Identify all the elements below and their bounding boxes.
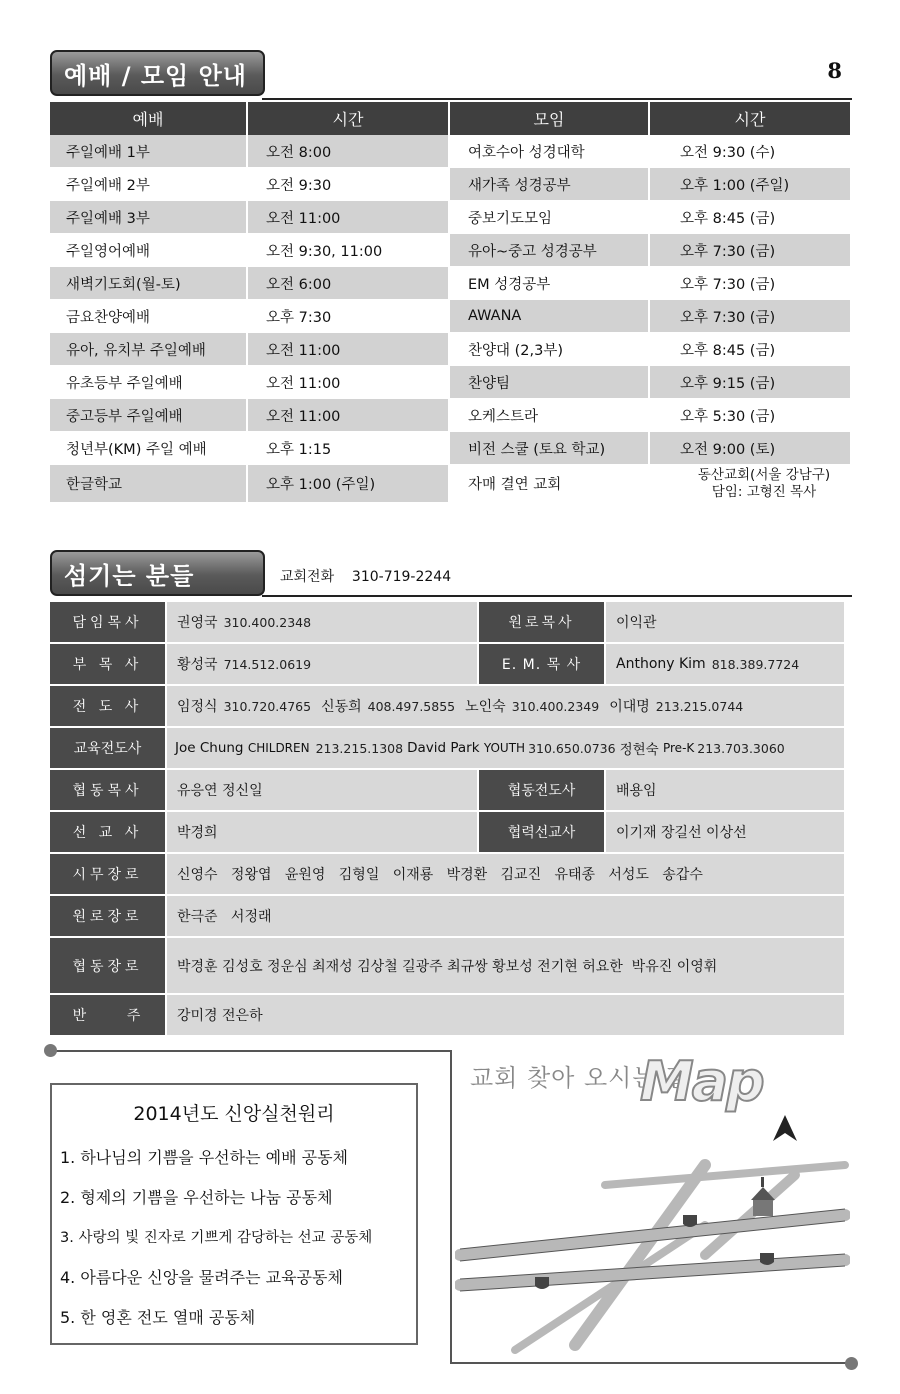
map-word: Map <box>640 1050 763 1113</box>
meeting-name: 찬양대 (2,3부) <box>450 333 650 365</box>
meeting-time: 오후 8:45 (금) <box>650 201 852 233</box>
map-title: 교회 찾아 오시는 길 <box>470 1064 690 1092</box>
coop-pastor-label: 협동목사 <box>50 770 165 810</box>
church-phone-number: 310-719-2244 <box>351 569 452 585</box>
emeritus-elders-label: 원로장로 <box>50 896 165 936</box>
accompanist-value: 강미경 전은하 <box>167 995 844 1035</box>
table-row <box>50 728 844 768</box>
phone-number: 213.215.0744 <box>655 698 744 714</box>
freeway-shield-icon <box>760 1253 774 1265</box>
meeting-name: 비전 스쿨 (토요 학교) <box>450 432 650 464</box>
meeting-time: 오후 9:15 (금) <box>650 366 852 398</box>
person-name: Joe Chung <box>175 740 244 756</box>
person-name: 신동희 <box>321 699 362 715</box>
coop-elders-value: 박경훈 김성호 정운심 최재성 김상철 길광주 최규쌍 황보성 전기현 허요한 박유진 이영휘 <box>167 938 844 993</box>
sister-church-label: 자매 결연 교회 <box>450 465 650 502</box>
active-elders-value: 신영수 정왕엽 윤원영 김형일 이재룡 박경환 김교진 유태종 서성도 송갑수 <box>167 854 844 894</box>
coop-evangelist-value: 배용임 <box>606 770 844 810</box>
person-name: 정현숙 <box>619 742 659 758</box>
coop-missionary-label: 협력선교사 <box>479 812 604 852</box>
worship-name: 주일예배 3부 <box>50 201 248 233</box>
worship-schedule-table <box>50 102 852 503</box>
table-row <box>50 602 844 642</box>
worship-time: 오전 8:00 <box>248 135 450 167</box>
table-row <box>50 465 852 503</box>
missionary-value: 박경희 <box>167 812 477 852</box>
person-name: David Park <box>407 740 480 756</box>
staff-table <box>50 602 844 1037</box>
missionary-label: 선 교 사 <box>50 812 165 852</box>
elder-pastor-value: 이익관 <box>606 602 844 642</box>
north-arrow-icon <box>773 1115 797 1141</box>
meeting-time: 오전 9:30 (수) <box>650 135 852 167</box>
faith-principles-box <box>50 1083 418 1345</box>
worship-time: 오전 9:30, 11:00 <box>248 234 450 266</box>
frame-dot <box>44 1044 57 1057</box>
meeting-time: 오후 5:30 (금) <box>650 399 852 431</box>
freeway-shield-icon <box>683 1215 697 1227</box>
table-row <box>50 267 852 300</box>
person-name: 권영국 <box>177 615 218 631</box>
phone-number: 310.650.0736 <box>528 740 616 756</box>
worship-name: 주일예배 1부 <box>50 135 248 167</box>
department: CHILDREN <box>247 741 310 755</box>
worship-section-title: 예배 / 모임 안내 <box>50 50 265 96</box>
meeting-name: 오케스트라 <box>450 399 650 431</box>
person-name: Anthony Kim <box>616 656 706 672</box>
accompanist-label: 반 주 <box>50 995 165 1035</box>
senior-pastor-label: 담임목사 <box>50 602 165 642</box>
meeting-time: 오후 7:30 (금) <box>650 300 852 332</box>
worship-name: 유아, 유치부 주일예배 <box>50 333 248 365</box>
header-meeting: 모임 <box>450 102 650 135</box>
meeting-time: 오후 1:00 (주일) <box>650 168 852 200</box>
frame-line <box>50 1050 450 1052</box>
worship-time: 오전 11:00 <box>248 399 450 431</box>
meeting-name: 유아~중고 성경공부 <box>450 234 650 266</box>
senior-pastor-value <box>167 602 477 642</box>
page-number: 8 <box>827 58 842 83</box>
coop-elders-label: 협동장로 <box>50 938 165 993</box>
phone-number: 310.400.2348 <box>223 614 312 630</box>
meeting-time: 오전 9:00 (토) <box>650 432 852 464</box>
elder-pastor-label: 원로목사 <box>479 602 604 642</box>
church-phone-label: 교회전화 <box>280 569 335 585</box>
frame-line <box>450 1362 850 1364</box>
meeting-name: EM 성경공부 <box>450 267 650 299</box>
principle-item: 4. 아름다운 신앙을 물려주는 교육공동체 <box>60 1267 343 1287</box>
phone-number: 310.400.2349 <box>511 698 600 714</box>
worship-time: 오전 11:00 <box>248 201 450 233</box>
worship-name: 청년부(KM) 주일 예배 <box>50 432 248 464</box>
person-name: 노인숙 <box>465 699 506 715</box>
table-row <box>50 135 852 168</box>
meeting-name: AWANA <box>450 300 650 332</box>
header-worship: 예배 <box>50 102 248 135</box>
meeting-name: 찬양팀 <box>450 366 650 398</box>
principle-item: 1. 하나님의 기쁨을 우선하는 예배 공동체 <box>60 1147 348 1167</box>
worship-name: 유초등부 주일예배 <box>50 366 248 398</box>
worship-name: 중고등부 주일예배 <box>50 399 248 431</box>
table-row <box>50 812 844 852</box>
table-row <box>50 995 844 1035</box>
table-row <box>50 938 844 993</box>
meeting-name: 여호수아 성경대학 <box>450 135 650 167</box>
table-row <box>50 686 844 726</box>
divider <box>262 595 852 597</box>
principle-item: 3. 사랑의 빛 진자로 기쁘게 감당하는 선교 공동체 <box>60 1229 373 1246</box>
coop-missionary-value: 이기재 장길선 이상선 <box>606 812 844 852</box>
phone-number: 408.497.5855 <box>367 698 456 714</box>
active-elders-label: 시무장로 <box>50 854 165 894</box>
sister-church-name: 동산교회(서울 강남구) <box>697 466 831 483</box>
table-row <box>50 234 852 267</box>
table-row <box>50 644 844 684</box>
worship-time: 오전 6:00 <box>248 267 450 299</box>
department: Pre-K <box>662 741 695 755</box>
sister-church-pastor: 담임: 고형진 목사 <box>711 483 817 500</box>
frame-dot <box>845 1357 858 1370</box>
evangelist-value <box>167 686 844 726</box>
staff-section-title: 섬기는 분들 <box>50 550 265 596</box>
table-row <box>50 168 852 201</box>
worship-time: 오전 9:30 <box>248 168 450 200</box>
worship-time: 오전 11:00 <box>248 333 450 365</box>
table-row <box>50 432 852 465</box>
evangelist-label: 전 도 사 <box>50 686 165 726</box>
worship-name: 주일예배 2부 <box>50 168 248 200</box>
person-name: 이대명 <box>609 699 650 715</box>
worship-time: 오후 7:30 <box>248 300 450 332</box>
table-row <box>50 896 844 936</box>
worship-name: 한글학교 <box>50 465 248 502</box>
table-row <box>50 333 852 366</box>
emeritus-elders-value: 한극준 서정래 <box>167 896 844 936</box>
church-icon <box>751 1177 775 1216</box>
table-row <box>50 201 852 234</box>
table-row <box>50 770 844 810</box>
phone-number: 213.703.3060 <box>697 740 785 756</box>
principle-item: 5. 한 영혼 전도 열매 공동체 <box>60 1307 256 1327</box>
meeting-time: 오후 8:45 (금) <box>650 333 852 365</box>
principles-title: 2014년도 신앙실천원리 <box>133 1103 335 1125</box>
header-time: 시간 <box>248 102 450 135</box>
edu-evangelist-label: 교육전도사 <box>50 728 165 768</box>
sister-church-info <box>650 465 852 502</box>
worship-name: 새벽기도회(월-토) <box>50 267 248 299</box>
coop-pastor-value: 유응연 정신일 <box>167 770 477 810</box>
table-row <box>50 399 852 432</box>
phone-number: 310.720.4765 <box>223 698 312 714</box>
table-row <box>50 366 852 399</box>
person-name: 임정식 <box>177 699 218 715</box>
church-map <box>455 1105 850 1355</box>
phone-number: 818.389.7724 <box>711 656 800 672</box>
person-name: 황성국 <box>177 657 218 673</box>
worship-name: 금요찬양예배 <box>50 300 248 332</box>
em-pastor-value <box>606 644 844 684</box>
divider <box>262 98 852 100</box>
table-row <box>50 300 852 333</box>
worship-time: 오후 1:15 <box>248 432 450 464</box>
frame-line <box>450 1050 452 1363</box>
phone-number: 213.215.1308 <box>315 740 404 756</box>
church-phone <box>280 566 451 586</box>
freeway-shield-icon <box>535 1277 549 1289</box>
phone-number: 714.512.0619 <box>223 656 312 672</box>
edu-evangelist-value <box>167 728 844 768</box>
department: YOUTH <box>483 741 526 755</box>
worship-time: 오후 1:00 (주일) <box>248 465 450 502</box>
assoc-pastor-label: 부 목 사 <box>50 644 165 684</box>
worship-name: 주일영어예배 <box>50 234 248 266</box>
header-time-2: 시간 <box>650 102 852 135</box>
principle-item: 2. 형제의 기쁨을 우선하는 나눔 공동체 <box>60 1187 333 1207</box>
meeting-time: 오후 7:30 (금) <box>650 234 852 266</box>
assoc-pastor-value <box>167 644 477 684</box>
table-header <box>50 102 852 135</box>
meeting-name: 중보기도모임 <box>450 201 650 233</box>
worship-time: 오전 11:00 <box>248 366 450 398</box>
table-row <box>50 854 844 894</box>
coop-evangelist-label: 협동전도사 <box>479 770 604 810</box>
em-pastor-label: E. M. 목 사 <box>479 644 604 684</box>
meeting-time: 오후 7:30 (금) <box>650 267 852 299</box>
meeting-name: 새가족 성경공부 <box>450 168 650 200</box>
